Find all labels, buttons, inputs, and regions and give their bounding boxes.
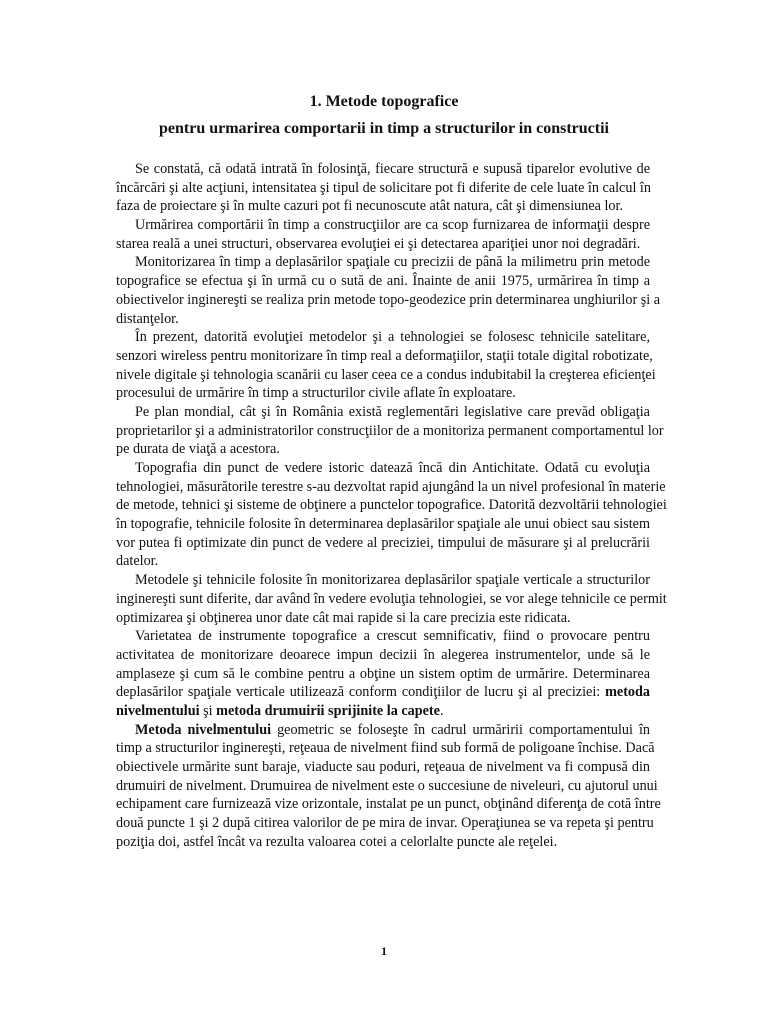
paragraph bbox=[116, 253, 661, 328]
text-line: vor putea fi optimizate din punct de vedere al preciziei, timpului de măsurare şi al prelucrării bbox=[116, 534, 650, 551]
text-run: deplasărilor spaţiale verticale utilizează conform condiţiilor de lucru şi al preciziei: bbox=[116, 684, 606, 701]
text-line: faza de proiectare şi în multe cazuri pot fi necunoscute atât natura, cât şi dimensiunea lor. bbox=[116, 198, 623, 215]
paragraph bbox=[116, 328, 656, 403]
text-line: optimizarea şi obţinerea unor date cât mai rapide si la care precizia este ridicata. bbox=[116, 609, 571, 626]
paragraph bbox=[116, 627, 650, 720]
text-line: timp a structurilor inginereşti, reţeaua de nivelment fiind sub formă de poligoane închise. Dacă bbox=[116, 740, 655, 757]
chapter-title: 1. Metode topografice bbox=[309, 93, 459, 110]
text-line: Topografia din punct de vedere istoric datează încă din Antichitate. Odată cu evoluţia bbox=[135, 460, 650, 476]
text-line: Urmărirea comportării în timp a construcţiilor are ca scop furnizarea de informaţii despre bbox=[135, 217, 650, 234]
text-line: distanţelor. bbox=[116, 310, 179, 327]
text-line: senzori wireless pentru monitorizare în timp real a deformaţiilor, staţii totale digital robotizate, bbox=[116, 347, 653, 364]
text-run: . bbox=[439, 702, 444, 719]
text-line: Pe plan mondial, cât şi în România există reglementări legislative care prevăd obligaţia bbox=[135, 403, 650, 420]
text-line: Varietatea de instrumente topografice a crescut semnificativ, fiind o provocare pentru bbox=[135, 628, 650, 645]
text-line: două puncte 1 şi 2 după citirea valorilor de pe mira de invar. Operaţiunea se va repeta şi pentru bbox=[116, 815, 654, 832]
paragraph bbox=[116, 403, 664, 459]
text-line: În prezent, datorită evoluţiei metodelor şi a tehnologiei se folosesc tehnicile satelitare, bbox=[135, 329, 650, 346]
paragraph bbox=[116, 459, 667, 571]
bold-term: metoda bbox=[605, 684, 650, 701]
text-line: procesului de urmărire în timp a structurilor civile aflate în exploatare. bbox=[116, 385, 516, 402]
bold-term: Metoda nivelmentului bbox=[135, 721, 272, 738]
text-line bbox=[116, 683, 650, 702]
page-number: 1 bbox=[381, 944, 387, 958]
paragraph bbox=[116, 721, 661, 852]
text-line: topografice se efectua şi în urmă cu o sută de ani. Înainte de anii 1975, urmărirea în timp a bbox=[116, 273, 650, 290]
text-line: poziţia doi, astfel încât va rezulta valoarea cotei a celorlalte puncte ale reţelei. bbox=[116, 833, 558, 850]
text-line: încărcări şi alte acţiuni, intensitatea şi tipul de solicitare pot fi diferite de cele luate în calcul în bbox=[116, 179, 651, 196]
text-line: pe durata de viaţă a acestora. bbox=[116, 441, 280, 458]
text-line: obiectivele urmărite sunt baraje, viaducte sau poduri, reţeaua de nivelment va fi compusă din bbox=[116, 759, 650, 775]
text-line bbox=[116, 702, 650, 721]
paragraph bbox=[116, 160, 650, 216]
text-line: amplaseze şi cum să le combine pentru a obţine un sistem optim de urmărire. Determinarea bbox=[116, 665, 650, 682]
text-line: în topografie, tehnicile folosite în determinarea deplasărilor spaţiale ale unui obiect sau sistem bbox=[116, 516, 650, 533]
text-line: obiectivelor inginereşti se realiza prin metode topo-geodezice prin determinarea unghiurilor şi a bbox=[116, 291, 661, 308]
text-line: proprietarilor şi a administratorilor construcţiilor de a monitoriza permanent comportamentul lor bbox=[116, 422, 664, 439]
text-line: datelor. bbox=[116, 553, 159, 570]
paragraph bbox=[116, 216, 650, 253]
paragraph bbox=[116, 571, 667, 627]
text-line: de metode, tehnici şi sisteme de obţinere a punctelor topografice. Datorită dezvoltării tehnologiei bbox=[116, 497, 667, 514]
text-line: activitatea de monitorizare deoarece impun decizii în alegerea instrumentelor, unde să le bbox=[116, 646, 650, 663]
bold-term: metoda drumuirii sprijinite la capete bbox=[216, 702, 440, 719]
text-line: Monitorizarea în timp a deplasărilor spaţiale cu precizii de până la milimetru prin metode bbox=[135, 254, 650, 271]
text-line: starea reală a unei structuri, observarea evoluţiei ei şi detectarea apariţiei unor noi degradări. bbox=[116, 235, 641, 252]
text-line: tehnologiei, măsurătorile terestre s-au dezvoltat rapid ajungând la un nivel profesional în materie bbox=[116, 478, 666, 495]
document-body bbox=[116, 160, 667, 851]
bold-term: nivelmentului bbox=[116, 702, 200, 719]
text-line: echipament care furnizează vize orizontale, instalat pe un punct, obţinând diferenţa de cotă între bbox=[116, 796, 661, 813]
text-line: inginereşti sunt diferite, dar având în vedere evoluţia tehnologiei, se vor alege tehnicile ce permit bbox=[116, 590, 667, 607]
text-run: geometric se foloseşte în cadrul urmăririi comportamentului în bbox=[271, 721, 650, 738]
text-run: şi bbox=[199, 702, 217, 719]
text-line: Metodele şi tehnicile folosite în monitorizarea deplasărilor spaţiale verticale a structurilor bbox=[135, 572, 650, 589]
text-line bbox=[116, 721, 650, 740]
text-line: drumuiri de nivelment. Drumuirea de nivelment este o succesiune de niveleuri, cu ajutorul unui bbox=[116, 777, 658, 794]
text-line: Se constată, că odată intrată în folosinţă, fiecare structură e supusă tiparelor evolutive de bbox=[135, 161, 650, 177]
text-line: nivele digitale şi tehnologia scanării cu laser ceea ce a condus indubitabil la creşterea eficienţei bbox=[116, 366, 656, 383]
chapter-subtitle: pentru urmarirea comportarii in timp a structurilor in constructii bbox=[158, 120, 609, 137]
